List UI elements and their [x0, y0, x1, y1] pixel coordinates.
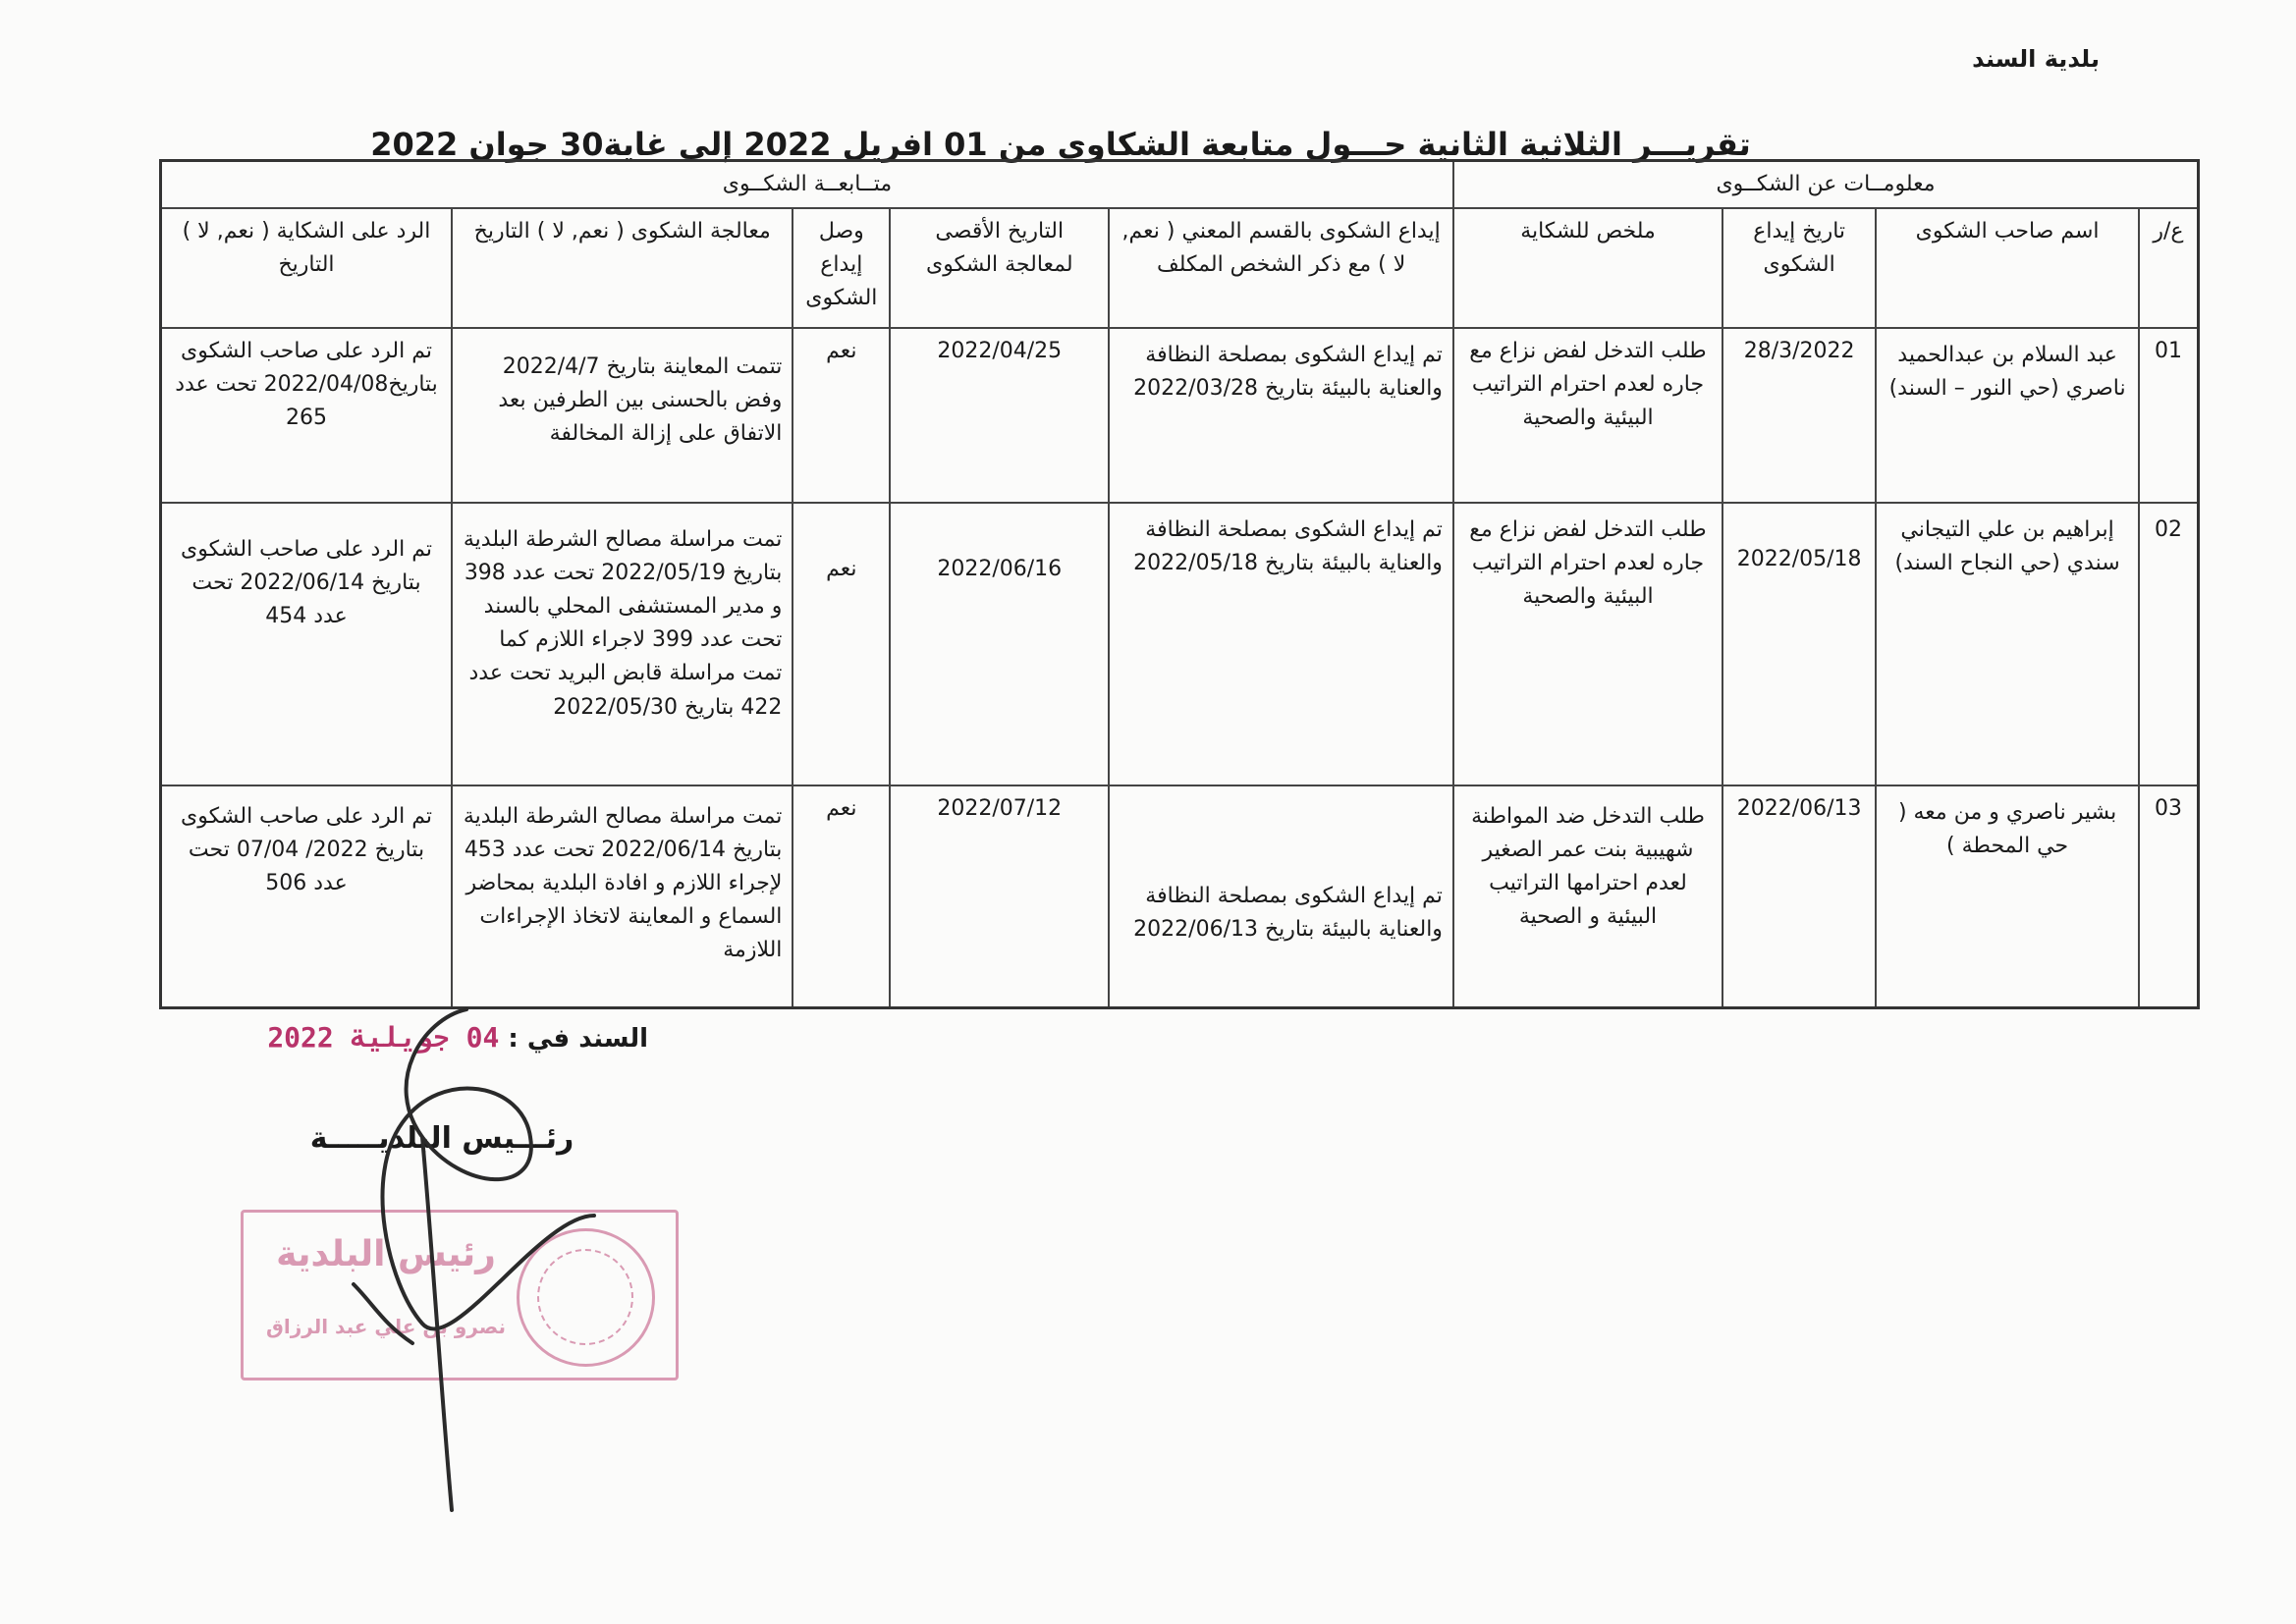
row-summary: طلب التدخل لفض نزاع مع جاره لعدم احترام التراتيب البيئية والصحية — [1453, 503, 1722, 785]
stamp-title: رئيس البلدية — [276, 1234, 496, 1274]
table-row — [161, 328, 2199, 503]
column-header-deadline: التاريخ الأقصى لمعالجة الشكوى — [890, 208, 1109, 328]
column-header-num: ع/ر — [2139, 208, 2199, 328]
row-department: تم إيداع الشكوى بمصلحة النظافة والعناية بالبيئة بتاريخ 2022/03/28 — [1109, 328, 1453, 503]
row-num: 01 — [2139, 328, 2199, 503]
group-header-followup: متــابعــة الشكــوى — [161, 161, 1453, 209]
table-row — [161, 503, 2199, 785]
column-header-processing: معالجة الشكوى ( نعم, لا ) التاريخ — [452, 208, 793, 328]
row-summary: طلب التدخل لفض نزاع مع جاره لعدم احترام التراتيب البيئية والصحية — [1453, 328, 1722, 503]
place-date-label: السند في : — [508, 1024, 648, 1054]
column-header-response: الرد على الشكاية ( نعم, لا ) التاريخ — [161, 208, 453, 328]
row-department: تم إيداع الشكوى بمصلحة النظافة والعناية بالبيئة بتاريخ 2022/05/18 — [1109, 503, 1453, 785]
stamp-date: 04 جويلية 2022 — [267, 1021, 500, 1054]
row-deposit-date: 2022/05/18 — [1722, 503, 1876, 785]
row-deadline: 2022/06/16 — [890, 503, 1109, 785]
row-deadline: 2022/04/25 — [890, 328, 1109, 503]
report-title: تقريـــر الثلاثية الثانية حـــول متابعة الشكاوى من 01 افريل 2022 إلى غاية30 جوان 2022 — [370, 126, 1751, 163]
row-response: تم الرد على صاحب الشكوى بتاريخ 2022/ 07/04 تحت عدد 506 — [161, 785, 453, 1008]
president-label: رئـــيس البلديـــــة — [309, 1121, 574, 1156]
signature-icon — [295, 990, 668, 1520]
row-deposit-date: 2022/06/13 — [1722, 785, 1876, 1008]
municipality-name: بلدية السند — [1972, 45, 2100, 73]
column-header-receipt: وصل إيداع الشكوى — [793, 208, 890, 328]
row-receipt: نعم — [793, 785, 890, 1008]
row-summary: طلب التدخل ضد المواطنة شهيبية بنت عمر الصغير لعدم احترامها التراتيب البيئية و الصحية — [1453, 785, 1722, 1008]
row-name: عبد السلام بن عبدالحميد ناصري (حي النور – السند) — [1876, 328, 2139, 503]
row-department: تم إيداع الشكوى بمصلحة النظافة والعناية بالبيئة بتاريخ 2022/06/13 — [1109, 785, 1453, 1008]
column-header-department: إيداع الشكوى بالقسم المعني ( نعم, لا ) مع ذكر الشخص المكلف — [1109, 208, 1453, 328]
group-header-info: معلومــات عن الشكــوى — [1453, 161, 2199, 209]
row-deposit-date: 28/3/2022 — [1722, 328, 1876, 503]
column-header-name: اسم صاحب الشكوى — [1876, 208, 2139, 328]
complaints-table — [159, 159, 2200, 1009]
column-header-summary: ملخص للشكاية — [1453, 208, 1722, 328]
row-response: تم الرد على صاحب الشكوى بتاريخ2022/04/08 تحت عدد 265 — [161, 328, 453, 503]
row-response: تم الرد على صاحب الشكوى بتاريخ 2022/06/14 تحت عدد 454 — [161, 503, 453, 785]
stamp-name: نصرو بن علي عبد الرزاق — [266, 1315, 506, 1338]
row-deadline: 2022/07/12 — [890, 785, 1109, 1008]
row-receipt: نعم — [793, 328, 890, 503]
row-name: إبراهيم بن علي التيجاني سندي (حي النجاح السند) — [1876, 503, 2139, 785]
column-header-deposit-date: تاريخ إيداع الشكوى — [1722, 208, 1876, 328]
row-name: بشير ناصري و من معه ( حي المحطة ) — [1876, 785, 2139, 1008]
row-processing: تمت مراسلة مصالح الشرطة البلدية بتاريخ 2022/05/19 تحت عدد 398 و مدير المستشفى المحلي بالسند تحت عدد 399 لاجراء اللازم كما تمت مراسلة قابض البريد تحت عدد 422 بتاريخ 2022/05/30 — [452, 503, 793, 785]
table-row — [161, 785, 2199, 1008]
row-num: 02 — [2139, 503, 2199, 785]
row-num: 03 — [2139, 785, 2199, 1008]
row-processing: تتمت المعاينة بتاريخ 2022/4/7 وفض بالحسنى بين الطرفين بعد الاتفاق على إزالة المخالفة — [452, 328, 793, 503]
row-receipt: نعم — [793, 503, 890, 785]
row-processing: تمت مراسلة مصالح الشرطة البلدية بتاريخ 2022/06/14 تحت عدد 453 لإجراء اللازم و افادة البلدية بمحاضر السماع و المعاينة لاتخاذ الإجراءات اللازمة — [452, 785, 793, 1008]
